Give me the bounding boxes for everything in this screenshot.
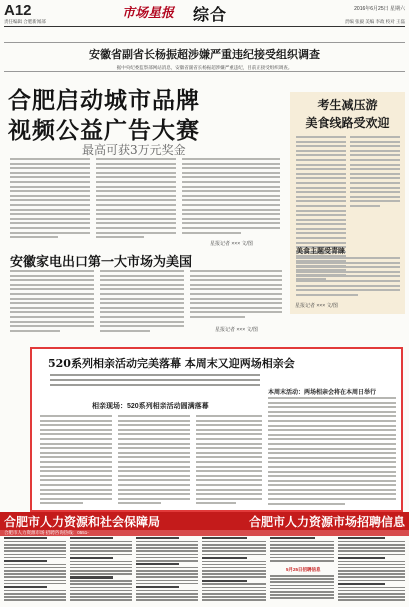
banner-summary: 据中央纪委监察部网站消息，安徽省副省长杨振超涉嫌严重违纪，目前正接受组织调查。 (116, 65, 293, 70)
classified-listings (4, 537, 405, 605)
side-feature-credit: 星报记者 ××× 文/图 (295, 303, 338, 309)
side-feature-title-1: 考生减压游 (317, 98, 378, 112)
side-feature-subhead: 美食主题受青睐 (296, 246, 345, 255)
second-article-col-3 (190, 270, 282, 321)
masthead-editors: 责编 张毅 美编 李政 校对 王磊 (344, 19, 405, 24)
article1-credit: 星报记者 ××× 文/图 (210, 241, 253, 247)
matchmaking-col-4 (268, 397, 396, 507)
recruitment-banner-left: 合肥市人力资源和社会保障局 (4, 515, 161, 529)
main-headline-line2: 视频公益广告大赛 (8, 117, 200, 144)
recruitment-banner-right: 合肥市人力资源市场招聘信息 (248, 515, 405, 529)
masthead-rule (4, 26, 405, 27)
second-article-col-2 (100, 270, 184, 334)
recruitment-banner (0, 512, 409, 530)
matchmaking-feature-title: 520系列相亲活动完美落幕 本周末又迎两场相亲会 (48, 357, 295, 370)
side-feature-col-3 (296, 257, 400, 298)
article2-credit: 星报记者 ××× 文/图 (215, 327, 258, 333)
top-banner (4, 42, 405, 72)
main-headline (8, 86, 278, 146)
matchmaking-section-head-1: 相亲现场：520系列相亲活动圆满落幕 (92, 403, 209, 410)
article-column-1 (10, 158, 90, 241)
classified-col-5b (270, 575, 334, 605)
second-article-col-1 (10, 270, 94, 334)
classified-date-label: 5月25日招聘信息 (286, 567, 321, 572)
issue-date: 2016年6月25日 星期六 (354, 6, 405, 12)
classified-col-4 (202, 537, 266, 605)
recruitment-strip-text: 合肥市人力资源市场 招聘咨询热线：0551- (4, 530, 89, 535)
matchmaking-col-1 (40, 415, 112, 507)
paper-name-logo: 市场星报 (122, 6, 175, 21)
matchmaking-col-3 (196, 415, 262, 507)
matchmaking-section-head-2: 本周末活动：两场相亲会将在本周日举行 (268, 390, 377, 396)
article-column-2 (96, 158, 176, 241)
main-subheadline: 最高可获3万元奖金 (82, 143, 186, 157)
matchmaking-feature-box (30, 347, 403, 512)
classified-col-6 (338, 537, 405, 605)
page-number: A12 (4, 2, 32, 19)
main-headline-line1: 合肥启动城市品牌 (8, 87, 200, 114)
banner-title: 安徽省副省长杨振超涉嫌严重违纪接受组织调查 (89, 48, 320, 61)
classified-col-1 (4, 537, 66, 605)
second-headline: 安徽家电出口第一大市场为美国 (10, 255, 193, 270)
classified-col-3 (136, 537, 198, 605)
article-column-3 (182, 158, 280, 236)
masthead (4, 2, 405, 26)
classified-col-2 (70, 537, 132, 605)
section-name: 综合 (193, 5, 228, 24)
recruitment-strip (0, 530, 409, 536)
side-feature-col-2 (350, 136, 400, 210)
side-feature-title-2: 美食线路受欢迎 (305, 116, 390, 130)
matchmaking-col-2 (118, 415, 190, 507)
masthead-sub: 责任编辑 合肥新闻部 (4, 19, 46, 24)
